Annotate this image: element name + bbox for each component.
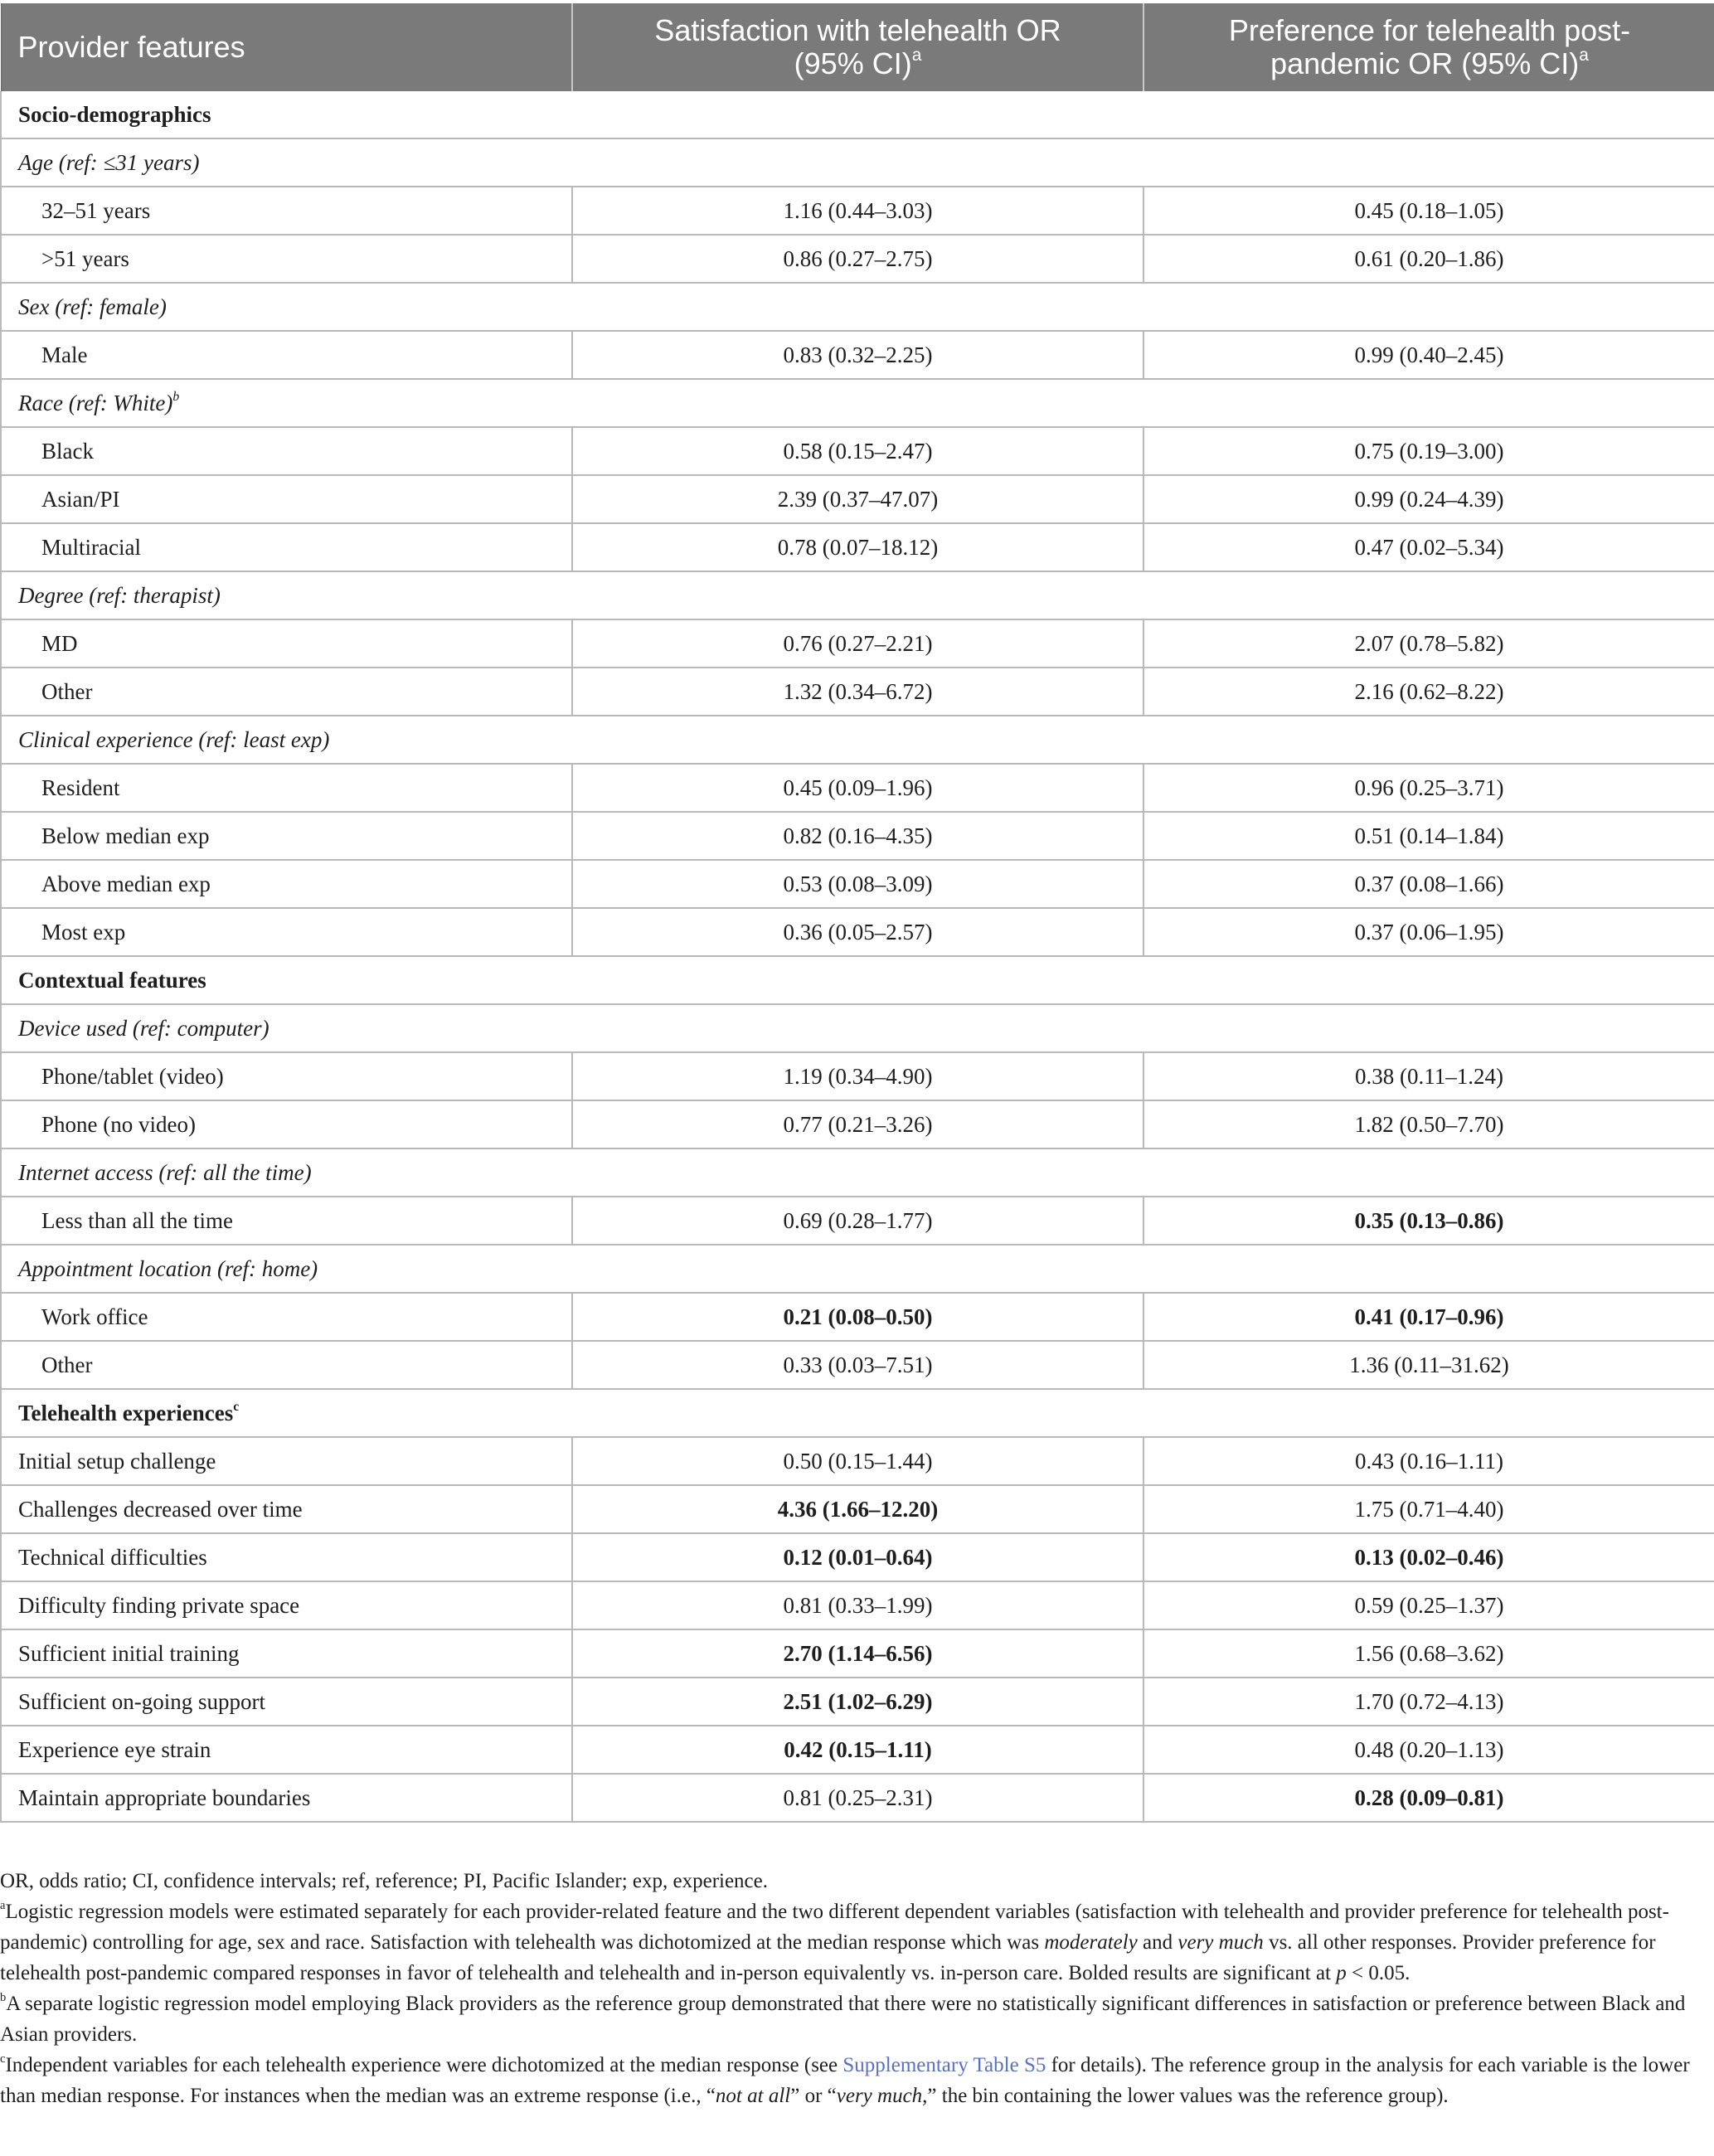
preference-or: 0.48 (0.20–1.13) xyxy=(1143,1726,1714,1774)
table-row xyxy=(1,812,1714,860)
row-label: MD xyxy=(1,619,572,668)
preference-or: 0.99 (0.40–2.45) xyxy=(1143,331,1714,379)
table-row xyxy=(1,1100,1714,1148)
table-row xyxy=(1,1052,1714,1100)
table-row xyxy=(1,908,1714,956)
satisfaction-or: 0.69 (0.28–1.77) xyxy=(572,1197,1143,1245)
satisfaction-or: 0.81 (0.25–2.31) xyxy=(572,1774,1143,1822)
subhead-row xyxy=(1,571,1714,619)
footnote-text: ,” the bin containing the lower values was the reference group). xyxy=(922,2085,1449,2107)
subhead-row xyxy=(1,379,1714,427)
table-row xyxy=(1,331,1714,379)
header-provider-features xyxy=(1,3,572,91)
table-row xyxy=(1,1678,1714,1726)
table-row xyxy=(1,1533,1714,1581)
table-row xyxy=(1,1581,1714,1629)
results-table xyxy=(0,3,1714,1823)
preference-or: 2.07 (0.78–5.82) xyxy=(1143,619,1714,668)
satisfaction-or: 0.45 (0.09–1.96) xyxy=(572,764,1143,812)
header-text: pandemic OR (95% CI) xyxy=(1270,46,1580,80)
satisfaction-or: 2.39 (0.37–47.07) xyxy=(572,475,1143,523)
preference-or: 0.47 (0.02–5.34) xyxy=(1143,523,1714,571)
footnote-text: Independent variables for each telehealth experience were dichotomized at the median response (see xyxy=(5,2054,843,2076)
footnote-c xyxy=(0,2050,1714,2111)
satisfaction-or: 0.42 (0.15–1.11) xyxy=(572,1726,1143,1774)
subhead-row xyxy=(1,1148,1714,1197)
preference-or: 0.37 (0.08–1.66) xyxy=(1143,860,1714,908)
row-label: Maintain appropriate boundaries xyxy=(1,1774,572,1822)
table-row xyxy=(1,668,1714,716)
satisfaction-or: 1.16 (0.44–3.03) xyxy=(572,187,1143,235)
satisfaction-or: 0.21 (0.08–0.50) xyxy=(572,1293,1143,1341)
table-row xyxy=(1,1437,1714,1485)
subhead-row xyxy=(1,1004,1714,1052)
header-text: Satisfaction with telehealth OR xyxy=(654,13,1061,47)
row-label: Multiracial xyxy=(1,523,572,571)
satisfaction-or: 0.77 (0.21–3.26) xyxy=(572,1100,1143,1148)
satisfaction-or: 0.53 (0.08–3.09) xyxy=(572,860,1143,908)
satisfaction-or: 2.70 (1.14–6.56) xyxy=(572,1629,1143,1678)
row-label: Sufficient on-going support xyxy=(1,1678,572,1726)
footnote-emphasis: not at all xyxy=(715,2085,791,2107)
header-text: Preference for telehealth post- xyxy=(1228,13,1631,47)
footnote-marker: a xyxy=(911,46,922,66)
footnote-emphasis: very much xyxy=(836,2085,923,2107)
subhead-degree: Degree (ref: therapist) xyxy=(1,571,1714,619)
satisfaction-or: 0.58 (0.15–2.47) xyxy=(572,427,1143,475)
preference-or: 0.38 (0.11–1.24) xyxy=(1143,1052,1714,1100)
table-row xyxy=(1,1293,1714,1341)
footnote-marker: a xyxy=(0,1899,6,1913)
preference-or: 0.45 (0.18–1.05) xyxy=(1143,187,1714,235)
satisfaction-or: 0.50 (0.15–1.44) xyxy=(572,1437,1143,1485)
preference-or: 0.99 (0.24–4.39) xyxy=(1143,475,1714,523)
table-row xyxy=(1,475,1714,523)
preference-or: 0.37 (0.06–1.95) xyxy=(1143,908,1714,956)
subhead-row xyxy=(1,1245,1714,1293)
subhead-race xyxy=(1,379,1714,427)
satisfaction-or: 4.36 (1.66–12.20) xyxy=(572,1485,1143,1533)
row-label: Other xyxy=(1,668,572,716)
subhead-location: Appointment location (ref: home) xyxy=(1,1245,1714,1293)
preference-or: 1.56 (0.68–3.62) xyxy=(1143,1629,1714,1678)
table-row xyxy=(1,1485,1714,1533)
footnote-text: and xyxy=(1137,1931,1178,1954)
row-label: Most exp xyxy=(1,908,572,956)
table-row xyxy=(1,427,1714,475)
supplementary-table-link[interactable]: Supplementary Table S5 xyxy=(842,2054,1046,2076)
header-preference xyxy=(1143,3,1714,91)
table-row xyxy=(1,860,1714,908)
footnote-emphasis: very much xyxy=(1177,1931,1264,1954)
section-row xyxy=(1,1389,1714,1437)
section-contextual-features: Contextual features xyxy=(1,956,1714,1004)
subhead-row xyxy=(1,716,1714,764)
satisfaction-or: 1.32 (0.34–6.72) xyxy=(572,668,1143,716)
subhead-internet: Internet access (ref: all the time) xyxy=(1,1148,1714,1197)
preference-or: 1.36 (0.11–31.62) xyxy=(1143,1341,1714,1389)
table-row xyxy=(1,523,1714,571)
row-label: Work office xyxy=(1,1293,572,1341)
satisfaction-or: 0.76 (0.27–2.21) xyxy=(572,619,1143,668)
footnote-text: < 0.05. xyxy=(1346,1962,1411,1984)
row-label: Male xyxy=(1,331,572,379)
row-label: Sufficient initial training xyxy=(1,1629,572,1678)
preference-or: 0.13 (0.02–0.46) xyxy=(1143,1533,1714,1581)
row-label: 32–51 years xyxy=(1,187,572,235)
footnote-marker: b xyxy=(172,389,180,404)
preference-or: 0.28 (0.09–0.81) xyxy=(1143,1774,1714,1822)
section-row xyxy=(1,91,1714,138)
table-row xyxy=(1,1629,1714,1678)
satisfaction-or: 2.51 (1.02–6.29) xyxy=(572,1678,1143,1726)
table-row xyxy=(1,1726,1714,1774)
subhead-clinical-experience: Clinical experience (ref: least exp) xyxy=(1,716,1714,764)
satisfaction-or: 0.86 (0.27–2.75) xyxy=(572,235,1143,283)
subhead-device: Device used (ref: computer) xyxy=(1,1004,1714,1052)
preference-or: 0.41 (0.17–0.96) xyxy=(1143,1293,1714,1341)
section-row xyxy=(1,956,1714,1004)
satisfaction-or: 0.33 (0.03–7.51) xyxy=(572,1341,1143,1389)
preference-or: 0.75 (0.19–3.00) xyxy=(1143,427,1714,475)
row-label: >51 years xyxy=(1,235,572,283)
footnote-a xyxy=(0,1896,1714,1988)
row-label: Below median exp xyxy=(1,812,572,860)
subhead-age: Age (ref: ≤31 years) xyxy=(1,138,1714,187)
preference-or: 0.96 (0.25–3.71) xyxy=(1143,764,1714,812)
footnote-emphasis: moderately xyxy=(1044,1931,1138,1954)
preference-or: 1.75 (0.71–4.40) xyxy=(1143,1485,1714,1533)
table-row xyxy=(1,1341,1714,1389)
subhead-sex: Sex (ref: female) xyxy=(1,283,1714,331)
subhead-row xyxy=(1,138,1714,187)
satisfaction-or: 0.12 (0.01–0.64) xyxy=(572,1533,1143,1581)
header-text: Provider features xyxy=(17,30,245,64)
row-label: Other xyxy=(1,1341,572,1389)
satisfaction-or: 0.82 (0.16–4.35) xyxy=(572,812,1143,860)
footnote-text: A separate logistic regression model employing Black providers as the reference group demonstrated that there were no statistically significant differences in satisfaction or preference between Black and Asian providers. xyxy=(0,1993,1686,2046)
footnote-marker: a xyxy=(1579,46,1589,66)
satisfaction-or: 0.78 (0.07–18.12) xyxy=(572,523,1143,571)
preference-or: 0.51 (0.14–1.84) xyxy=(1143,812,1714,860)
row-label: Black xyxy=(1,427,572,475)
row-label: Technical difficulties xyxy=(1,1533,572,1581)
footnote-text: Logistic regression models were estimated separately for each provider-related feature and the two different dependent variables (satisfaction with telehealth and provider preference for telehealth post-pandemic) controlling for age, sex and race. Satisfaction with telehealth was dichotomized at the median response which was xyxy=(0,1901,1669,1954)
footnote-text: vs. all other responses. Provider preference for telehealth post-pandemic compared responses in favor of telehealth and telehealth and in-person equivalently vs. in-person care. Bolded results are significant at xyxy=(0,1931,1656,1984)
row-label: Difficulty finding private space xyxy=(1,1581,572,1629)
row-label: Asian/PI xyxy=(1,475,572,523)
footnote-marker: c xyxy=(0,2052,6,2066)
row-label: Less than all the time xyxy=(1,1197,572,1245)
footnote-text: ” or “ xyxy=(790,2085,837,2107)
abbreviations-note: OR, odds ratio; CI, confidence intervals; ref, reference; PI, Pacific Islander; exp, experience. xyxy=(0,1870,769,1892)
row-label: Challenges decreased over time xyxy=(1,1485,572,1533)
row-label: Experience eye strain xyxy=(1,1726,572,1774)
row-label: Phone (no video) xyxy=(1,1100,572,1148)
subhead-text: Race (ref: White) xyxy=(18,390,173,415)
satisfaction-or: 0.81 (0.33–1.99) xyxy=(572,1581,1143,1629)
preference-or: 0.59 (0.25–1.37) xyxy=(1143,1581,1714,1629)
table-row xyxy=(1,235,1714,283)
preference-or: 1.82 (0.50–7.70) xyxy=(1143,1100,1714,1148)
preference-or: 0.61 (0.20–1.86) xyxy=(1143,235,1714,283)
subhead-row xyxy=(1,283,1714,331)
preference-or: 0.35 (0.13–0.86) xyxy=(1143,1197,1714,1245)
row-label: Phone/tablet (video) xyxy=(1,1052,572,1100)
footnote-text: for details). The reference group in the analysis for each variable is the lower than median response. For instances when the median was an extreme response (i.e., “ xyxy=(0,2054,1690,2107)
row-label: Initial setup challenge xyxy=(1,1437,572,1485)
satisfaction-or: 1.19 (0.34–4.90) xyxy=(572,1052,1143,1100)
satisfaction-or: 0.83 (0.32–2.25) xyxy=(572,331,1143,379)
preference-or: 2.16 (0.62–8.22) xyxy=(1143,668,1714,716)
section-telehealth-experiences xyxy=(1,1389,1714,1437)
table-row xyxy=(1,1774,1714,1822)
table-footnotes xyxy=(0,1866,1714,2111)
footnote-b xyxy=(0,1988,1714,2050)
header-row xyxy=(1,3,1714,91)
footnote-marker: b xyxy=(0,1991,7,2005)
table-row xyxy=(1,1197,1714,1245)
footnote-marker: c xyxy=(233,1399,240,1414)
footnote-emphasis: p xyxy=(1336,1962,1347,1984)
table-row xyxy=(1,764,1714,812)
row-label: Resident xyxy=(1,764,572,812)
header-satisfaction xyxy=(572,3,1143,91)
preference-or: 0.43 (0.16–1.11) xyxy=(1143,1437,1714,1485)
header-text: (95% CI) xyxy=(794,46,912,80)
section-text: Telehealth experiences xyxy=(18,1400,234,1425)
row-label: Above median exp xyxy=(1,860,572,908)
table-row xyxy=(1,187,1714,235)
satisfaction-or: 0.36 (0.05–2.57) xyxy=(572,908,1143,956)
section-socio-demographics: Socio-demographics xyxy=(1,91,1714,138)
preference-or: 1.70 (0.72–4.13) xyxy=(1143,1678,1714,1726)
table-row xyxy=(1,619,1714,668)
